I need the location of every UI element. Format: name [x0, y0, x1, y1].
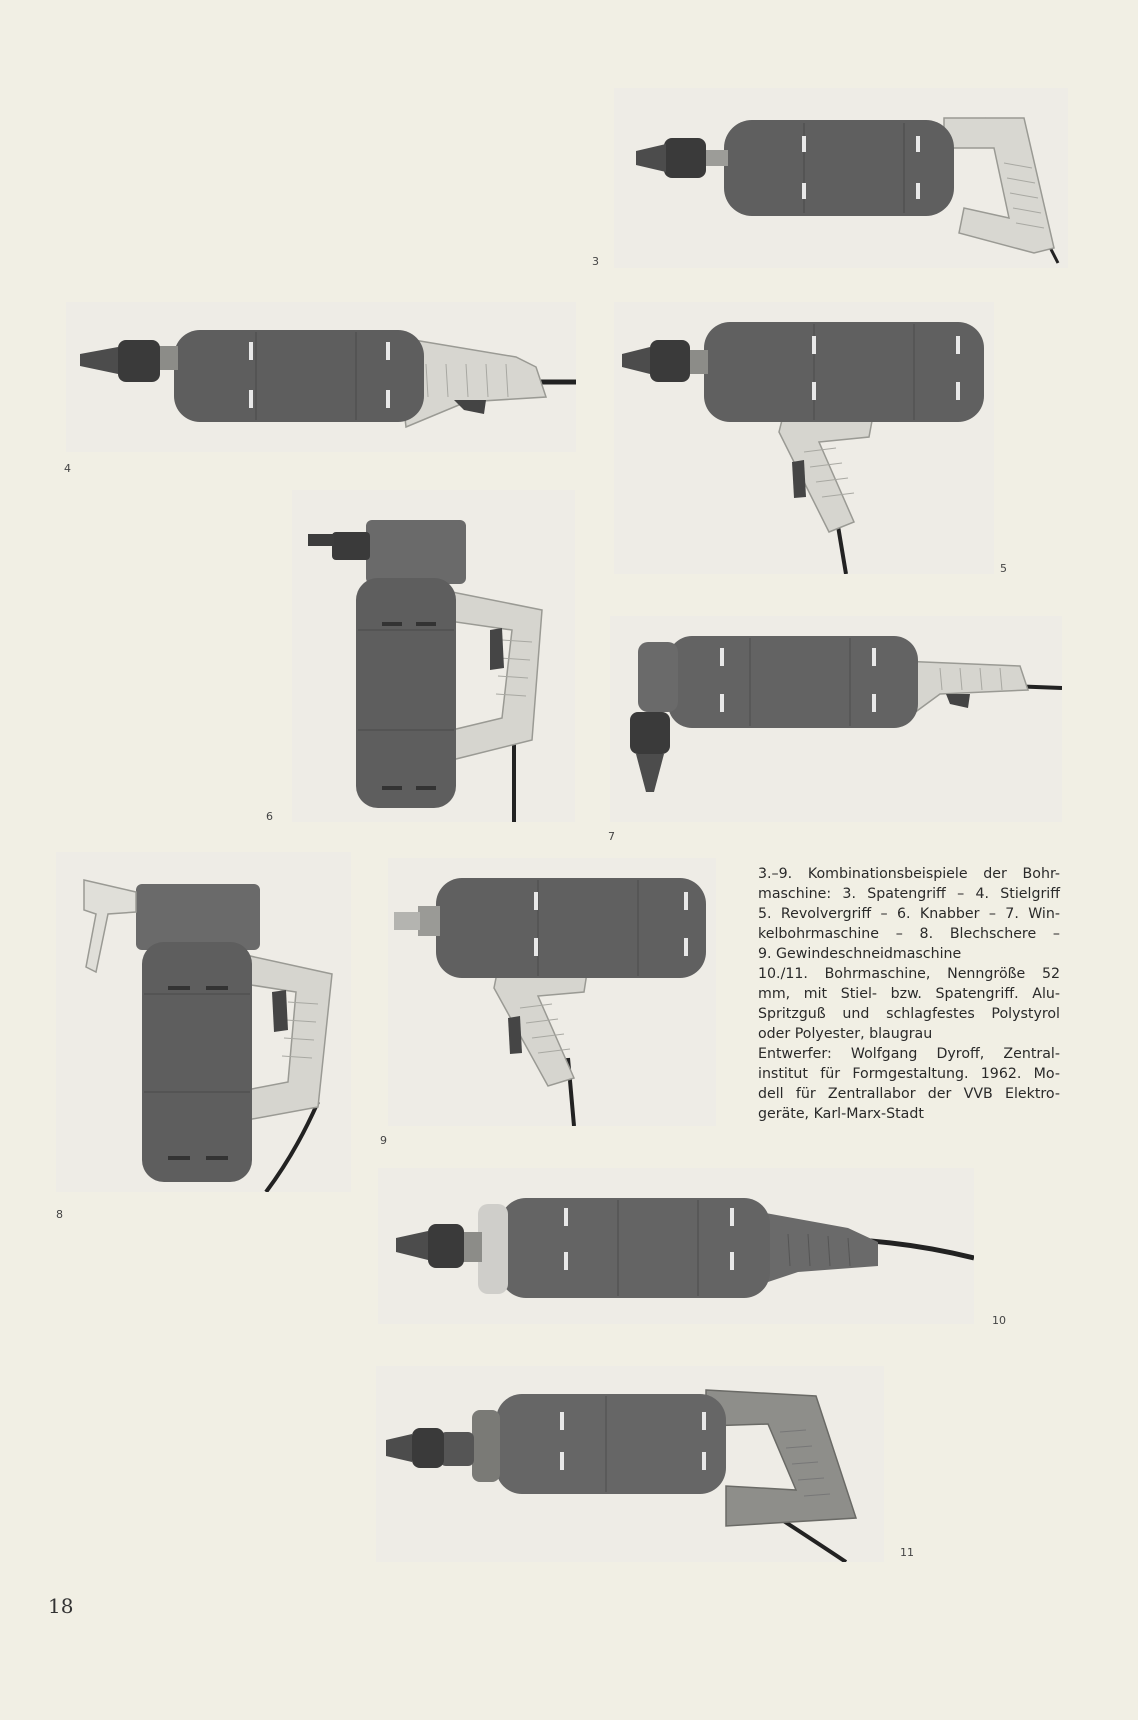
drill-stick-grip-variant-image	[378, 1168, 974, 1324]
caption-line: geräte, Karl-Marx-Stadt	[758, 1106, 924, 1122]
drill-revolver-grip-image	[614, 302, 994, 574]
figure-number-4: 4	[64, 462, 71, 475]
figure-number-11: 11	[900, 1546, 914, 1559]
drill-spade-grip-variant-image	[376, 1366, 884, 1562]
photo-figure-6	[292, 490, 575, 822]
sheet-metal-shears-image	[56, 852, 351, 1192]
caption-line: dell für Zentrallabor der VVB Elektro-	[758, 1086, 1060, 1102]
caption-line: mm, mit Stiel- bzw. Spatengriff. Alu-	[758, 986, 1060, 1002]
caption-line: 5. Revolvergriff – 6. Knabber – 7. Win-	[758, 906, 1060, 922]
caption-line: 3.–9. Kombinationsbeispiele der Bohr-	[758, 866, 1060, 882]
caption-line: kelbohrmaschine – 8. Blechschere –	[758, 926, 1060, 942]
drill-spade-grip-image	[614, 88, 1068, 268]
figure-number-6: 6	[266, 810, 273, 823]
figure-caption	[758, 864, 1060, 1124]
photo-figure-9	[388, 858, 716, 1126]
caption-line: Entwerfer: Wolfgang Dyroff, Zentral-	[758, 1046, 1060, 1062]
caption-line: Spritzguß und schlagfestes Polystyrol	[758, 1006, 1060, 1022]
drill-stick-grip-image	[66, 302, 576, 452]
nibbler-image	[292, 490, 575, 822]
photo-figure-3	[614, 88, 1068, 268]
angle-drill-image	[610, 616, 1062, 822]
figure-number-7: 7	[608, 830, 615, 843]
photo-figure-5	[614, 302, 994, 574]
caption-line: institut für Formgestaltung. 1962. Mo-	[758, 1066, 1060, 1082]
photo-figure-4	[66, 302, 576, 452]
figure-number-8: 8	[56, 1208, 63, 1221]
caption-line: 10./11. Bohrmaschine, Nenngröße 52	[758, 966, 1060, 982]
figure-number-5: 5	[1000, 562, 1007, 575]
figure-number-10: 10	[992, 1314, 1006, 1327]
caption-line: maschine: 3. Spatengriff – 4. Stielgriff	[758, 886, 1060, 902]
page-number: 18	[48, 1594, 74, 1618]
caption-line: 9. Gewindeschneidmaschine	[758, 946, 962, 962]
photo-figure-10	[378, 1168, 974, 1324]
photo-figure-7	[610, 616, 1062, 822]
photo-figure-8	[56, 852, 351, 1192]
thread-cutting-machine-image	[388, 858, 716, 1126]
figure-number-3: 3	[592, 255, 599, 268]
photo-figure-11	[376, 1366, 884, 1562]
figure-number-9: 9	[380, 1134, 387, 1147]
caption-line: oder Polyester, blaugrau	[758, 1026, 933, 1042]
